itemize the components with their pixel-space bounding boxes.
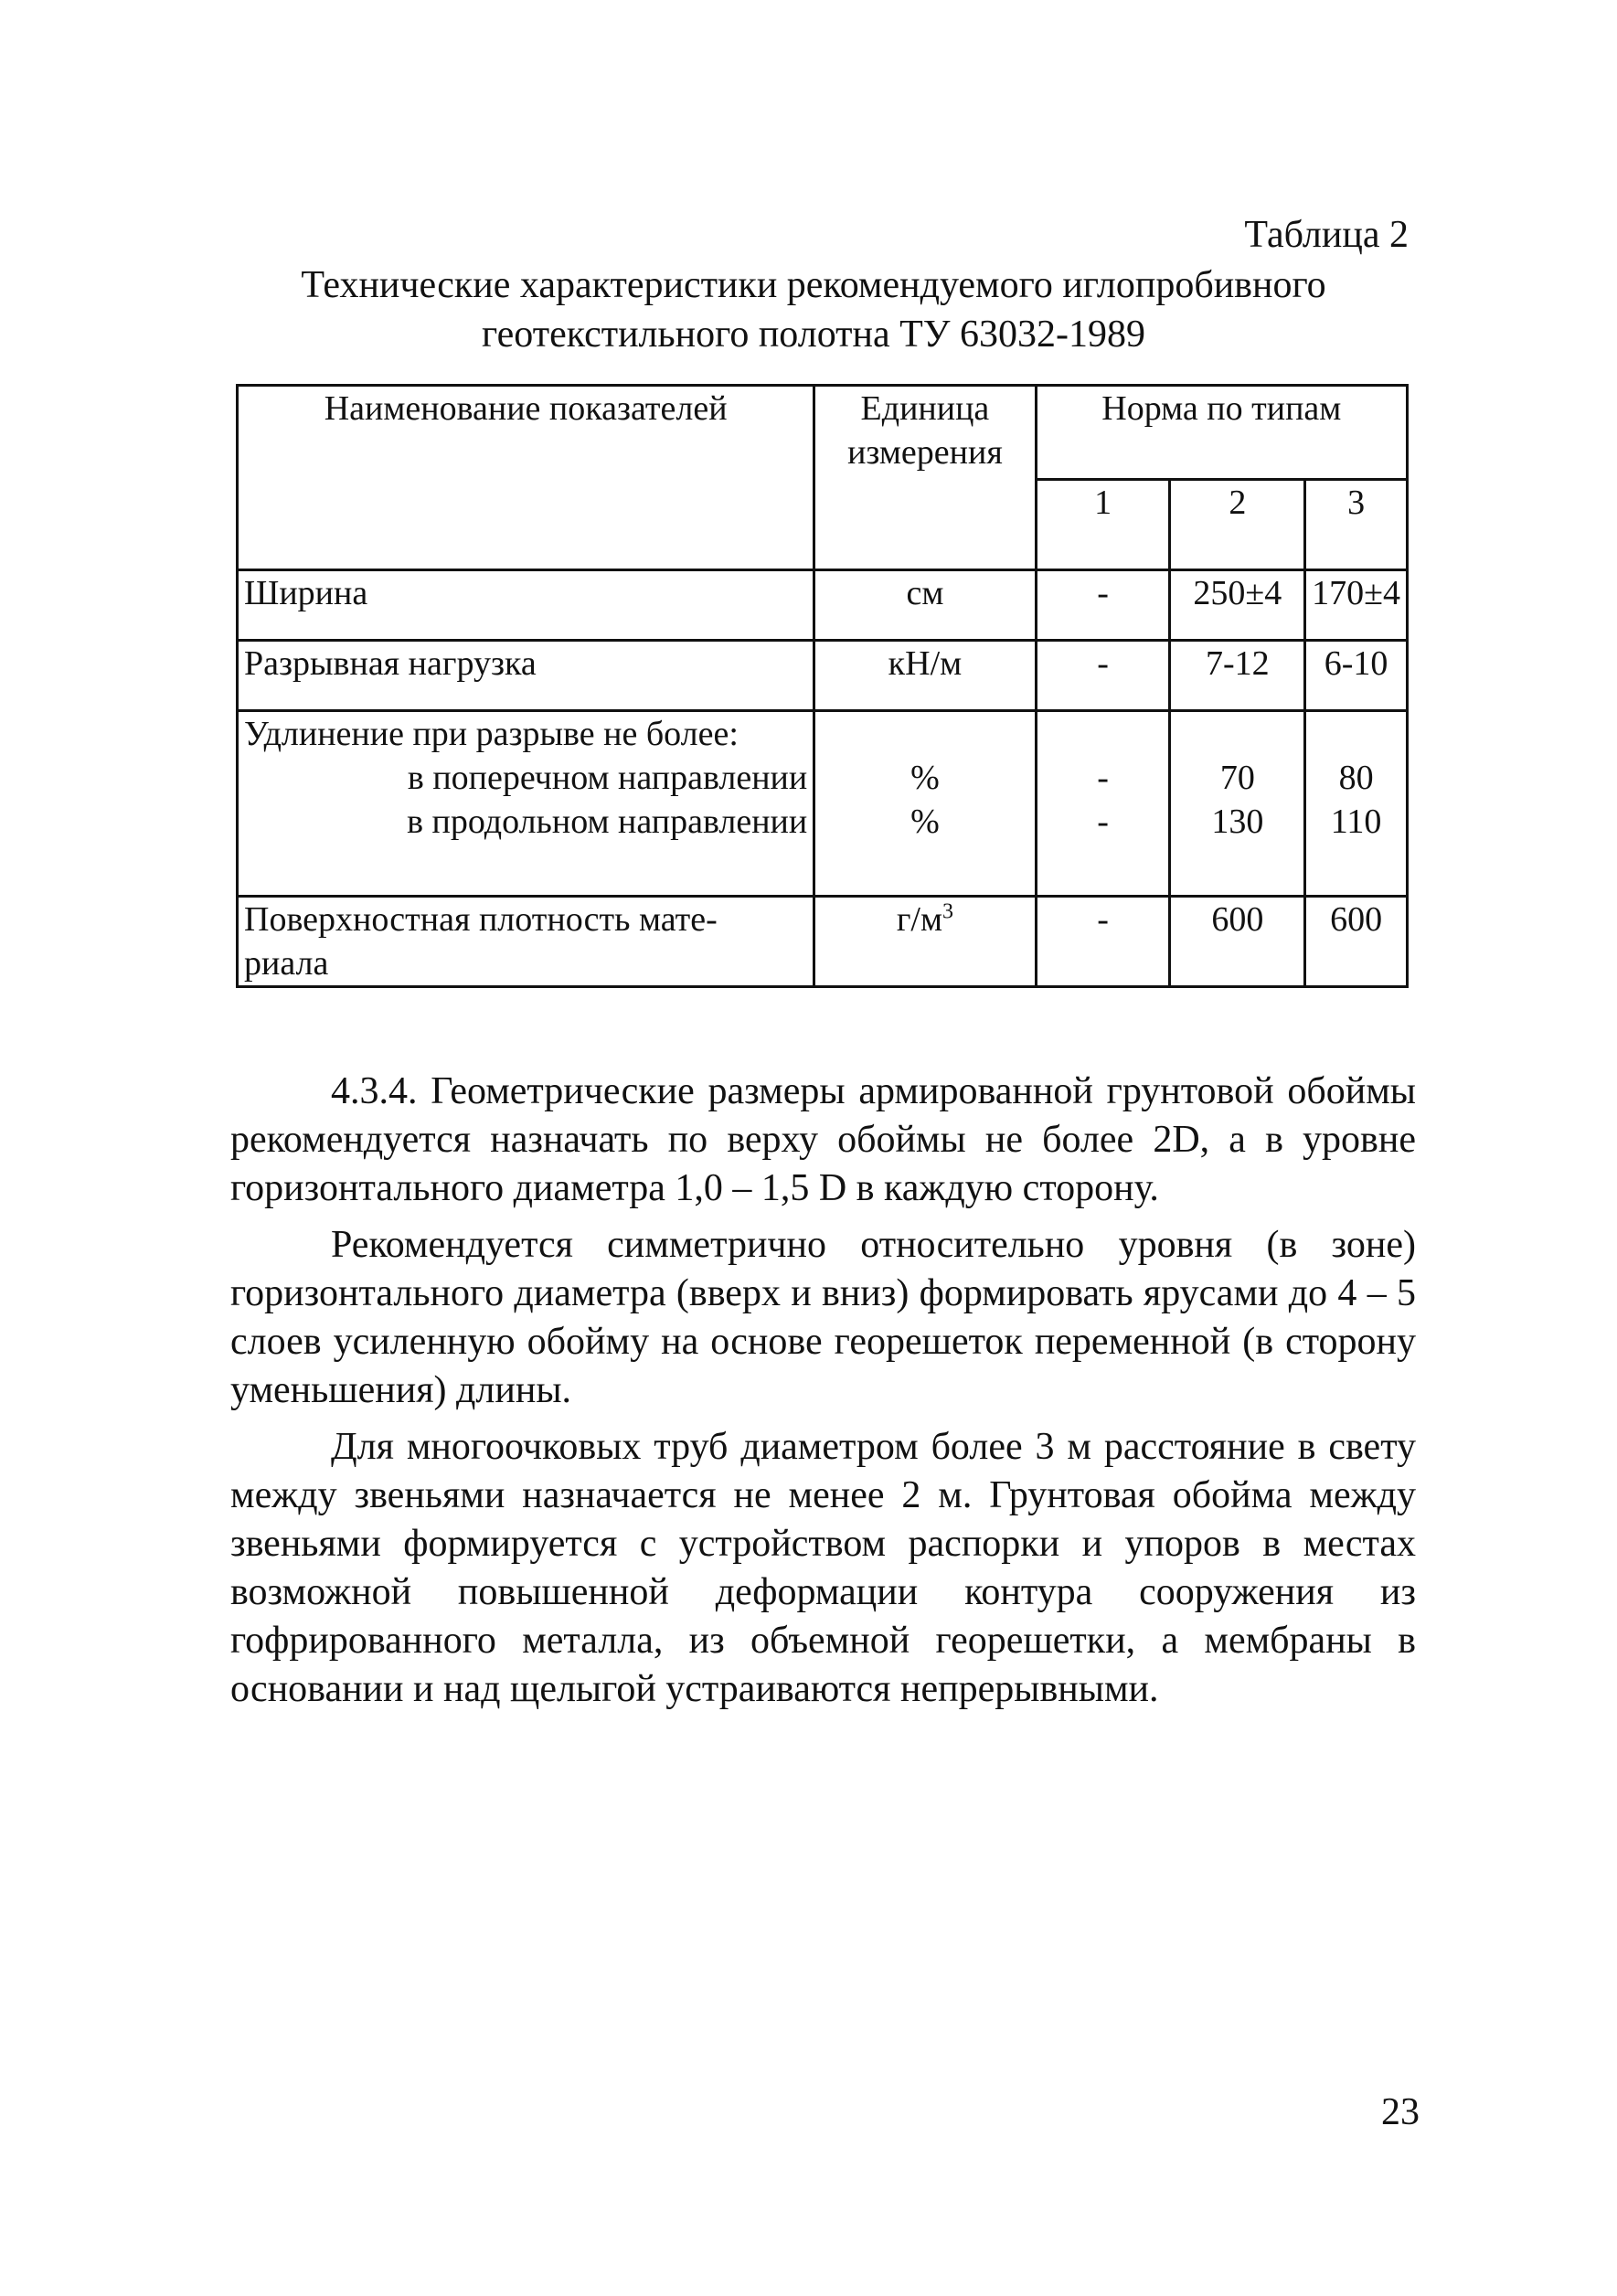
table-title	[219, 260, 1408, 359]
header-name: Наименование показателей	[238, 386, 814, 570]
elongation-type-3-longitudinal: 110	[1330, 803, 1382, 841]
table-title-line-1: Технические характеристики рекомендуемого иглопробивного	[301, 264, 1326, 306]
table-row	[238, 641, 1408, 711]
density-unit-exponent: 3	[942, 899, 954, 924]
row-type-1: -	[1036, 641, 1170, 711]
header-type-2: 2	[1170, 480, 1305, 570]
density-name-line-2: риала	[244, 944, 329, 983]
elongation-transverse: в поперечном направлении	[407, 759, 808, 797]
body-text	[230, 1068, 1416, 1722]
elongation-type-2-transverse: 70	[1219, 759, 1255, 797]
row-unit: см	[814, 570, 1036, 641]
density-unit-base: г/м	[896, 900, 943, 939]
elongation-unit-transverse: %	[910, 759, 940, 797]
elongation-type-3	[1305, 711, 1408, 897]
table-row	[238, 570, 1408, 641]
density-type-3: 600	[1305, 897, 1408, 987]
elongation-type-1	[1036, 711, 1170, 897]
header-unit-line-1: Единица	[860, 389, 990, 428]
specifications-table	[236, 384, 1409, 988]
elongation-type-1-longitudinal: -	[1097, 803, 1109, 841]
row-name: Ширина	[238, 570, 814, 641]
row-type-3: 6-10	[1305, 641, 1408, 711]
elongation-type-2-longitudinal: 130	[1211, 803, 1264, 841]
density-type-1: -	[1036, 897, 1170, 987]
elongation-unit-longitudinal: %	[910, 803, 940, 841]
header-type-3: 3	[1305, 480, 1408, 570]
paragraph-multi-pipe: Для многоочковых труб диаметром более 3 м расстояние в свету между звеньями назначается не менее 2 м. Грунтовая обойма между звеньями формируется с устройством распорки и упоров в местах возможной повышенной деформации контура сооружения из гофрированного металла, из объемной георешетки, а мембраны в основании и над щелыгой устраиваются непрерывными.	[230, 1426, 1416, 1710]
header-norm: Норма по типам	[1036, 386, 1407, 480]
elongation-type-3-transverse: 80	[1338, 759, 1374, 797]
row-type-1: -	[1036, 570, 1170, 641]
density-name	[238, 897, 814, 987]
elongation-unit	[814, 711, 1036, 897]
table-label: Таблица 2	[1244, 214, 1409, 256]
row-name: Разрывная нагрузка	[238, 641, 814, 711]
density-name-line-1: Поверхностная плотность мате-	[244, 900, 718, 939]
row-unit: кН/м	[814, 641, 1036, 711]
table-header-row	[238, 386, 1408, 480]
density-type-2: 600	[1170, 897, 1305, 987]
elongation-name	[238, 711, 814, 897]
header-type-1: 1	[1036, 480, 1170, 570]
elongation-title: Удлинение при разрыве не более:	[244, 715, 739, 753]
elongation-type-2	[1170, 711, 1305, 897]
row-type-2: 7-12	[1170, 641, 1305, 711]
table-row-density	[238, 897, 1408, 987]
elongation-type-1-transverse: -	[1097, 759, 1109, 797]
table-title-line-2: геотекстильного полотна ТУ 63032-1989	[481, 314, 1146, 356]
table-row-elongation	[238, 711, 1408, 897]
row-type-3: 170±4	[1305, 570, 1408, 641]
page-number: 23	[1381, 2091, 1420, 2133]
paragraph-4-3-4: 4.3.4. Геометрические размеры армированной грунтовой обоймы рекомендуется назначать по верху обоймы не более 2D, а в уровне горизонтального диаметра 1,0 – 1,5 D в каждую сторону.	[230, 1070, 1416, 1209]
elongation-longitudinal: в продольном направлении	[407, 803, 808, 841]
paragraph-symmetric-layers: Рекомендуется симметрично относительно уровня (в зоне) горизонтального диаметра (вверх и вниз) формировать ярусами до 4 – 5 слоев усиленную обойму на основе георешеток переменной (в сторону уменьшения) длины.	[230, 1224, 1416, 1411]
density-unit	[814, 897, 1036, 987]
header-unit-line-2: измерения	[847, 433, 1003, 472]
row-type-2: 250±4	[1170, 570, 1305, 641]
header-unit	[814, 386, 1036, 570]
